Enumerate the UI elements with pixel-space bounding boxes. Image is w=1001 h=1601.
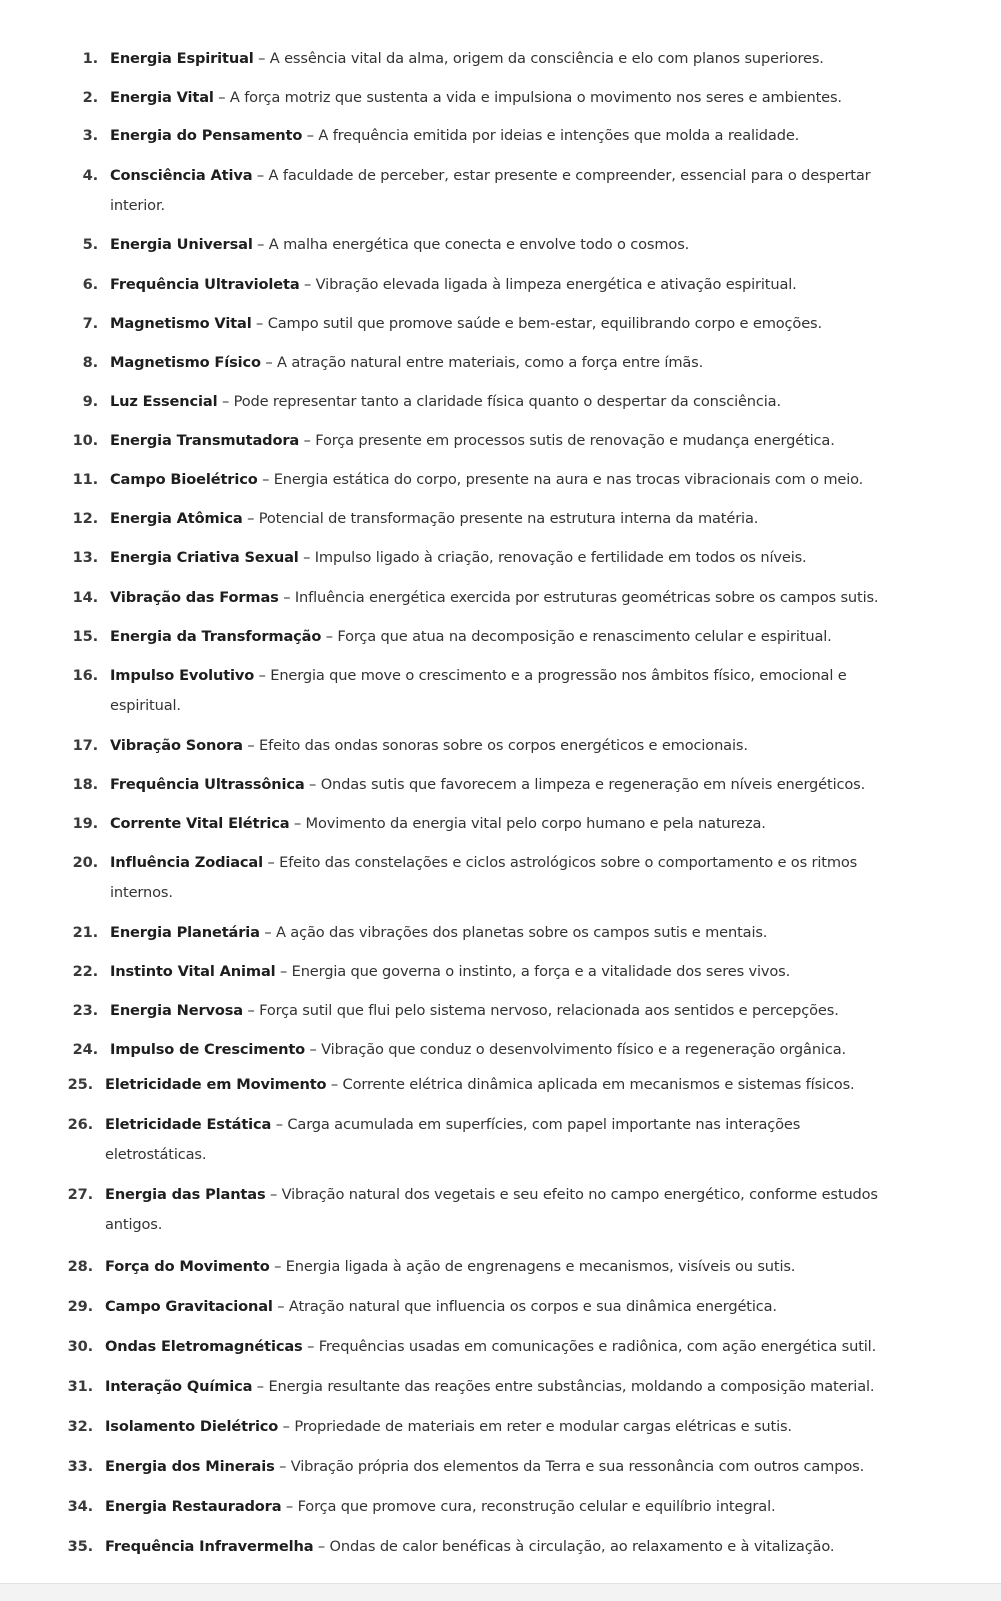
list-item-separator: – [271, 1116, 288, 1133]
list-item-text [110, 348, 910, 378]
list-item-description: Impulso ligado à criação, renovação e fertilidade em todos os níveis. [314, 549, 807, 566]
list-item-description: Campo sutil que promove saúde e bem-estar, equilibrando corpo e emoções. [267, 315, 822, 332]
list-item-text [110, 661, 900, 721]
list-item-description: Energia que governa o instinto, a força e a vitalidade dos seres vivos. [291, 963, 791, 980]
list-item-term: Vibração Sonora [110, 737, 243, 754]
list-item-term: Frequência Infravermelha [105, 1538, 314, 1555]
list-item-number: 12. [72, 510, 98, 527]
list-item-separator: – [326, 1076, 343, 1093]
list-item-text [110, 848, 900, 908]
list-item-separator: – [278, 1418, 295, 1435]
list-item-text [105, 1412, 915, 1442]
list-item-number: 27. [67, 1186, 93, 1203]
list-item-separator: – [278, 589, 295, 606]
list-item-description: Força presente em processos sutis de renovação e mudança energética. [315, 432, 835, 449]
list-item-number: 32. [67, 1418, 93, 1435]
list-item-term: Energia Nervosa [110, 1002, 243, 1019]
list-item-term: Energia dos Minerais [105, 1458, 275, 1475]
list-item-description: Atração natural que influencia os corpos e sua dinâmica energética. [288, 1298, 777, 1315]
list-item-text [110, 957, 910, 987]
list-item-term: Energia Restauradora [105, 1498, 282, 1515]
list-item-description: A malha energética que conecta e envolve todo o cosmos. [268, 236, 690, 253]
list-item-text [110, 309, 910, 339]
list-item-text [110, 504, 910, 534]
list-item-separator: – [242, 1002, 260, 1019]
list-item-separator: – [274, 1458, 291, 1475]
list-item-number: 4. [82, 167, 98, 184]
list-item-number: 22. [72, 963, 98, 980]
list-item-term: Impulso de Crescimento [110, 1041, 306, 1058]
list-item-number: 34. [67, 1498, 93, 1515]
list-item-text [110, 543, 910, 573]
list-item-text [110, 731, 910, 761]
list-item-description: Energia estática do corpo, presente na aura e nas trocas vibracionais com o meio. [273, 471, 864, 488]
list-item-separator: – [252, 167, 269, 184]
list-item-term: Impulso Evolutivo [110, 667, 255, 684]
list-item-number: 13. [72, 549, 98, 566]
list-item-separator: – [254, 667, 271, 684]
list-item-separator: – [275, 963, 292, 980]
list-item-term: Campo Bioelétrico [110, 471, 258, 488]
list-item-term: Energia Espiritual [110, 50, 254, 67]
list-item-text [110, 121, 910, 151]
list-item-text [110, 809, 910, 839]
list-item-description: A ação das vibrações dos planetas sobre os campos sutis e mentais. [275, 924, 768, 941]
list-item-description: Ondas de calor benéficas à circulação, ao relaxamento e à vitalização. [329, 1538, 835, 1555]
list-item-separator: – [257, 471, 274, 488]
list-item-number: 26. [67, 1116, 93, 1133]
list-item-term: Corrente Vital Elétrica [110, 815, 290, 832]
list-item-description: Movimento da energia vital pelo corpo humano e pela natureza. [305, 815, 766, 832]
list-item-description: Energia que move o crescimento e a progressão nos âmbitos físico, emocional e espiritual. [110, 667, 847, 714]
list-item-text [105, 1332, 935, 1362]
list-item-separator: – [242, 737, 260, 754]
list-item-term: Ondas Eletromagnéticas [105, 1338, 303, 1355]
list-item-number: 14. [72, 589, 98, 606]
list-item-text [105, 1070, 915, 1100]
list-item-text [110, 230, 910, 260]
list-item-number: 17. [72, 737, 98, 754]
list-item-term: Luz Essencial [110, 393, 218, 410]
list-item-term: Força do Movimento [105, 1258, 270, 1275]
list-item-separator: – [304, 776, 321, 793]
list-item-number: 35. [67, 1538, 93, 1555]
list-item-text [105, 1372, 935, 1402]
list-item-number: 25. [67, 1076, 93, 1093]
list-item-text [105, 1110, 865, 1170]
list-item-separator: – [305, 1041, 322, 1058]
list-item-number: 23. [72, 1002, 98, 1019]
list-item-text [110, 1035, 910, 1065]
list-item-number: 28. [67, 1258, 93, 1275]
list-item-description: Ondas sutis que favorecem a limpeza e regeneração em níveis energéticos. [320, 776, 866, 793]
list-item-number: 31. [67, 1378, 93, 1395]
list-item-term: Energia Vital [110, 89, 214, 106]
list-item-term: Energia Criativa Sexual [110, 549, 299, 566]
list-item-separator: – [259, 924, 276, 941]
list-item-term: Magnetismo Físico [110, 354, 261, 371]
list-item-separator: – [242, 510, 259, 527]
list-item-term: Consciência Ativa [110, 167, 253, 184]
list-item-number: 3. [82, 127, 98, 144]
list-item-description: Vibração própria dos elementos da Terra e sua ressonância com outros campos. [290, 1458, 865, 1475]
list-item-number: 11. [72, 471, 98, 488]
list-item-separator: – [265, 1186, 282, 1203]
list-item-number: 33. [67, 1458, 93, 1475]
list-item-separator: – [313, 1538, 330, 1555]
list-item-separator: – [302, 1338, 319, 1355]
list-item-term: Energia Transmutadora [110, 432, 300, 449]
list-item-separator: – [302, 127, 319, 144]
list-item-separator: – [253, 50, 270, 67]
list-item-term: Energia da Transformação [110, 628, 322, 645]
list-item-number: 2. [82, 89, 98, 106]
list-item-separator: – [289, 815, 306, 832]
list-item-term: Isolamento Dielétrico [105, 1418, 279, 1435]
list-item-text [110, 465, 910, 495]
list-item-number: 20. [72, 854, 98, 871]
list-item-text [110, 83, 910, 113]
list-item-description: A atração natural entre materiais, como a força entre ímãs. [277, 354, 704, 371]
list-item-separator: – [252, 1378, 269, 1395]
list-item-number: 16. [72, 667, 98, 684]
list-item-number: 15. [72, 628, 98, 645]
list-item-term: Campo Gravitacional [105, 1298, 273, 1315]
list-item-separator: – [272, 1298, 289, 1315]
list-item-text [110, 996, 910, 1026]
list-item-number: 29. [67, 1298, 93, 1315]
list-item-term: Instinto Vital Animal [110, 963, 276, 980]
list-item-text [110, 44, 910, 74]
list-item-description: Efeito das ondas sonoras sobre os corpos energéticos e emocionais. [259, 737, 748, 754]
list-item-text [105, 1180, 935, 1240]
list-item-term: Vibração das Formas [110, 589, 279, 606]
list-item-description: Carga acumulada em superfícies, com papel importante nas interações eletrostáticas. [105, 1116, 801, 1163]
list-item-number: 24. [72, 1041, 98, 1058]
list-item-number: 21. [72, 924, 98, 941]
list-item-description: Propriedade de materiais em reter e modular cargas elétricas e sutis. [294, 1418, 792, 1435]
list-item-separator: – [217, 393, 234, 410]
list-item-number: 7. [82, 315, 98, 332]
list-item-separator: – [299, 276, 316, 293]
list-item-text [105, 1452, 935, 1482]
list-item-separator: – [299, 432, 316, 449]
list-item-term: Energia Atômica [110, 510, 243, 527]
list-item-description: Força que atua na decomposição e renascimento celular e espiritual. [337, 628, 832, 645]
list-item-separator: – [263, 854, 280, 871]
list-item-term: Magnetismo Vital [110, 315, 252, 332]
list-item-separator: – [213, 89, 230, 106]
list-item-text [110, 387, 910, 417]
list-item-number: 30. [67, 1338, 93, 1355]
list-item-term: Eletricidade em Movimento [105, 1076, 327, 1093]
list-item-term: Frequência Ultrassônica [110, 776, 305, 793]
list-item-number: 6. [82, 276, 98, 293]
list-item-text [110, 270, 910, 300]
list-item-number: 19. [72, 815, 98, 832]
list-item-text [105, 1292, 915, 1322]
list-item-description: Influência energética exercida por estruturas geométricas sobre os campos sutis. [294, 589, 879, 606]
list-item-description: Energia ligada à ação de engrenagens e mecanismos, visíveis ou sutis. [285, 1258, 796, 1275]
list-item-description: A essência vital da alma, origem da consciência e elo com planos superiores. [269, 50, 824, 67]
list-item-term: Interação Química [105, 1378, 253, 1395]
list-item-description: Corrente elétrica dinâmica aplicada em mecanismos e sistemas físicos. [342, 1076, 855, 1093]
list-item-separator: – [281, 1498, 298, 1515]
list-item-number: 10. [72, 432, 98, 449]
list-item-term: Energia Universal [110, 236, 253, 253]
list-item-separator: – [252, 236, 269, 253]
list-item-term: Eletricidade Estática [105, 1116, 272, 1133]
list-item-description: A faculdade de perceber, estar presente e compreender, essencial para o despertar interior. [110, 167, 871, 214]
list-item-description: Vibração que conduz o desenvolvimento físico e a regeneração orgânica. [321, 1041, 846, 1058]
list-item-number: 18. [72, 776, 98, 793]
list-item-text [110, 426, 910, 456]
list-item-number: 9. [82, 393, 98, 410]
list-item-separator: – [269, 1258, 286, 1275]
list-item-separator: – [298, 549, 315, 566]
list-item-text [110, 918, 910, 948]
list-item-text [105, 1252, 915, 1282]
list-item-text [110, 583, 910, 613]
list-item-description: Força sutil que flui pelo sistema nervoso, relacionada aos sentidos e percepções. [259, 1002, 839, 1019]
list-item-number: 8. [82, 354, 98, 371]
list-item-description: A força motriz que sustenta a vida e impulsiona o movimento nos seres e ambientes. [229, 89, 842, 106]
list-item-description: A frequência emitida por ideias e intenções que molda a realidade. [318, 127, 800, 144]
list-item-term: Energia das Plantas [105, 1186, 266, 1203]
list-item-description: Força que promove cura, reconstrução celular e equilíbrio integral. [297, 1498, 776, 1515]
list-item-description: Energia resultante das reações entre substâncias, moldando a composição material. [268, 1378, 875, 1395]
list-item-number: 5. [82, 236, 98, 253]
bottom-edge-bar [0, 1583, 1001, 1601]
list-item-term: Energia Planetária [110, 924, 260, 941]
list-item-description: Efeito das constelações e ciclos astrológicos sobre o comportamento e os ritmos internos. [110, 854, 858, 901]
list-item-description: Potencial de transformação presente na estrutura interna da matéria. [258, 510, 759, 527]
list-item-term: Influência Zodiacal [110, 854, 263, 871]
list-item-separator: – [260, 354, 277, 371]
list-item-text [105, 1492, 915, 1522]
list-item-description: Pode representar tanto a claridade física quanto o despertar da consciência. [233, 393, 781, 410]
list-item-text [110, 161, 910, 221]
list-item-description: Frequências usadas em comunicações e radiônica, com ação energética sutil. [318, 1338, 877, 1355]
list-item-term: Energia do Pensamento [110, 127, 303, 144]
list-item-description: Vibração elevada ligada à limpeza energética e ativação espiritual. [315, 276, 797, 293]
list-item-text [105, 1532, 935, 1562]
list-item-text [110, 770, 910, 800]
list-item-text [110, 622, 910, 652]
list-item-description: Vibração natural dos vegetais e seu efeito no campo energético, conforme estudos antigos. [105, 1186, 878, 1233]
list-item-separator: – [321, 628, 338, 645]
list-item-separator: – [251, 315, 268, 332]
list-item-number: 1. [82, 50, 98, 67]
list-item-term: Frequência Ultravioleta [110, 276, 300, 293]
